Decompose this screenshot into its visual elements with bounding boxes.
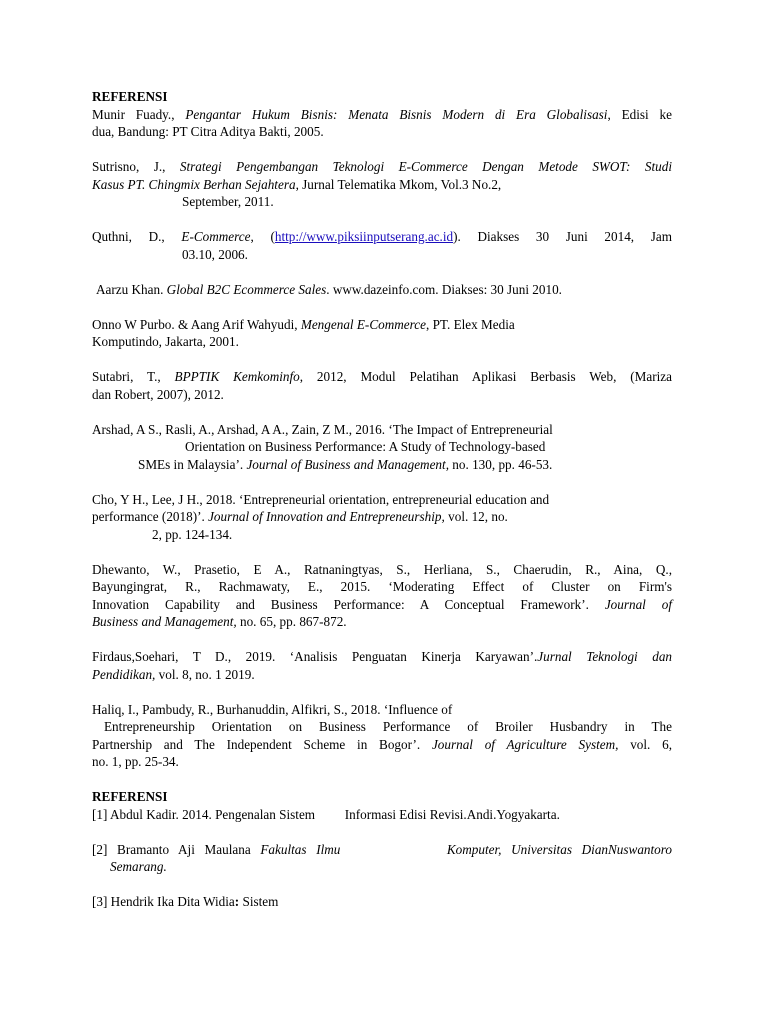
ref-title: Journal of Business and Management, bbox=[246, 456, 449, 472]
reference-line: Arshad, A S., Rasli, A., Arshad, A A., Zain, Z M., 2016. ‘The Impact of Entrepreneurial bbox=[92, 421, 553, 437]
reference-line bbox=[92, 281, 672, 299]
ref-text: performance (2018)’. bbox=[92, 509, 209, 524]
reference-line: Dhewanto, W., Prasetio, E A., Ratnaningtyas, S., Herliana, S., Chaerudin, R., Aina, Q., bbox=[92, 561, 672, 577]
ref-text: Quthni, D., bbox=[92, 229, 182, 244]
ref-title: BPPTIK Kemkominfo bbox=[174, 369, 300, 384]
section-heading: REFERENSI bbox=[92, 89, 168, 104]
reference-line bbox=[92, 106, 672, 124]
ref-link[interactable]: http://www.piksiinputserang.ac.id bbox=[274, 229, 454, 244]
reference-line bbox=[92, 368, 672, 386]
reference-line bbox=[92, 176, 672, 194]
section-heading: REFERENSI bbox=[92, 789, 168, 804]
reference-line: Cho, Y H., Lee, J H., 2018. ‘Entrepreneurial orientation, entrepreneurial education and bbox=[92, 491, 550, 507]
ref-title: Jurnal Teknologi dan bbox=[537, 649, 673, 664]
ref-text: vol. 12, no. bbox=[444, 509, 508, 524]
ref-text: no. 65, pp. 867-872. bbox=[236, 614, 347, 629]
reference-line bbox=[92, 841, 672, 859]
reference-3 bbox=[92, 893, 672, 911]
ref-text: Partnership and The Independent Scheme in Bogor’. bbox=[92, 736, 432, 752]
ref-text: Firdaus,Soehari, T D., 2019. ‘Analisis Penguatan Kinerja Karyawan’. bbox=[92, 649, 538, 664]
ref-text: Sutabri, T., bbox=[92, 369, 175, 384]
ref-title: Pendidikan, bbox=[92, 666, 156, 682]
reference-firdaus bbox=[92, 648, 672, 683]
ref-text: ). Diakses 30 Juni 2014, Jam bbox=[453, 229, 672, 244]
ref-text: Onno W Purbo. & Aang Arif Wahyudi, bbox=[92, 316, 301, 332]
reference-line: Bayungingrat, R., Rachmawaty, E., 2015. ‘Moderating Effect of Cluster on Firm's bbox=[92, 579, 672, 594]
reference-line bbox=[92, 858, 672, 876]
reference-cho bbox=[92, 491, 672, 544]
document-body bbox=[92, 88, 672, 911]
reference-line: dua, Bandung: PT Citra Aditya Bakti, 2005. bbox=[92, 124, 324, 139]
ref-text: Innovation Capability and Business Performance: A Conceptual Framework’. bbox=[92, 596, 605, 612]
ref-title: Semarang. bbox=[110, 859, 167, 874]
ref-title: Journal of Innovation and Entrepreneurship, bbox=[208, 509, 445, 524]
ref-text: SMEs in Malaysia’. bbox=[138, 456, 247, 472]
reference-sutabri bbox=[92, 368, 672, 403]
ref-title: Mengenal E-Commerce bbox=[300, 316, 426, 332]
ref-title: Strategi Pengembangan Teknologi E-Commerce Dengan Metode SWOT: Studi bbox=[179, 159, 672, 174]
ref-text: : bbox=[234, 894, 240, 909]
reference-haliq bbox=[92, 701, 672, 771]
ref-title: Business and Management, bbox=[92, 614, 237, 629]
ref-title: Pengantar Hukum Bisnis: Menata Bisnis Modern di Era Globalisasi bbox=[185, 106, 608, 122]
reference-line bbox=[92, 736, 672, 754]
ref-text: Sistem bbox=[239, 894, 279, 909]
ref-text: , PT. Elex Media bbox=[425, 316, 515, 332]
reference-line: September, 2011. bbox=[182, 194, 274, 209]
reference-line bbox=[92, 228, 672, 246]
reference-line: [1] Abdul Kadir. 2014. Pengenalan Sistem Informasi Edisi Revisi.Andi.Yogyakarta. bbox=[92, 806, 560, 822]
ref-text: [2] Bramanto Aji Maulana bbox=[92, 841, 261, 857]
ref-text: Sutrisno, J., bbox=[92, 159, 180, 174]
reference-fuady bbox=[92, 106, 672, 141]
reference-line: dan Robert, 2007), 2012. bbox=[92, 386, 224, 402]
ref-text: . www.dazeinfo.com. Diakses: 30 Juni 2010. bbox=[326, 281, 562, 297]
reference-line bbox=[92, 648, 672, 666]
reference-line bbox=[92, 893, 672, 911]
reference-line: Komputindo, Jakarta, 2001. bbox=[92, 334, 239, 349]
ref-text: no. 130, pp. 46-53. bbox=[449, 456, 553, 472]
reference-line: Haliq, I., Pambudy, R., Burhanuddin, Alfikri, S., 2018. ‘Influence of bbox=[92, 701, 453, 717]
reference-dhewanto bbox=[92, 561, 672, 631]
reference-line: Entrepreneurship Orientation on Business Performance of Broiler Husbandry in The bbox=[104, 719, 672, 734]
ref-text: Munir Fuady., bbox=[92, 106, 186, 122]
ref-title: E-Commerce bbox=[181, 229, 251, 244]
reference-quthni bbox=[92, 228, 672, 263]
ref-title: Fakultas Ilmu Komputer, Universitas DianNuswantoro bbox=[260, 841, 673, 857]
ref-title: Journal of Agriculture System, bbox=[431, 736, 619, 752]
ref-text: Aarzu Khan. bbox=[96, 281, 167, 297]
reference-2 bbox=[92, 841, 672, 876]
reference-purbo bbox=[92, 316, 672, 351]
reference-line bbox=[92, 596, 672, 614]
ref-text: vol. 8, no. 1 2019. bbox=[155, 666, 255, 682]
reference-line: no. 1, pp. 25-34. bbox=[92, 754, 179, 769]
reference-line bbox=[92, 456, 672, 474]
ref-text: , 2012, Modul Pelatihan Aplikasi Berbasis Web, (Mariza bbox=[299, 369, 672, 384]
reference-1 bbox=[92, 806, 672, 824]
reference-line: Orientation on Business Performance: A Study of Technology-based bbox=[185, 439, 546, 454]
ref-title: Global B2C Ecommerce Sales bbox=[166, 281, 327, 297]
ref-title: Kasus PT. Chingmix Berhan Sejahtera bbox=[92, 176, 296, 192]
reference-line bbox=[92, 613, 672, 631]
reference-line bbox=[92, 508, 672, 526]
ref-text: , Jurnal Telematika Mkom, Vol.3 No.2, bbox=[295, 176, 502, 192]
ref-text: vol. 6, bbox=[618, 736, 672, 752]
reference-line bbox=[92, 666, 672, 684]
ref-text: , Edisi ke bbox=[607, 106, 672, 122]
reference-sutrisno bbox=[92, 158, 672, 211]
reference-line bbox=[92, 316, 672, 334]
reference-khan bbox=[92, 281, 672, 299]
ref-title: Journal of bbox=[604, 596, 672, 612]
ref-text: , ( bbox=[250, 229, 275, 244]
reference-arshad bbox=[92, 421, 672, 474]
reference-line: 03.10, 2006. bbox=[182, 246, 248, 262]
ref-text: [3] Hendrik Ika Dita Widia bbox=[92, 894, 235, 909]
reference-line: 2, pp. 124-134. bbox=[152, 526, 233, 542]
reference-line bbox=[92, 158, 672, 176]
